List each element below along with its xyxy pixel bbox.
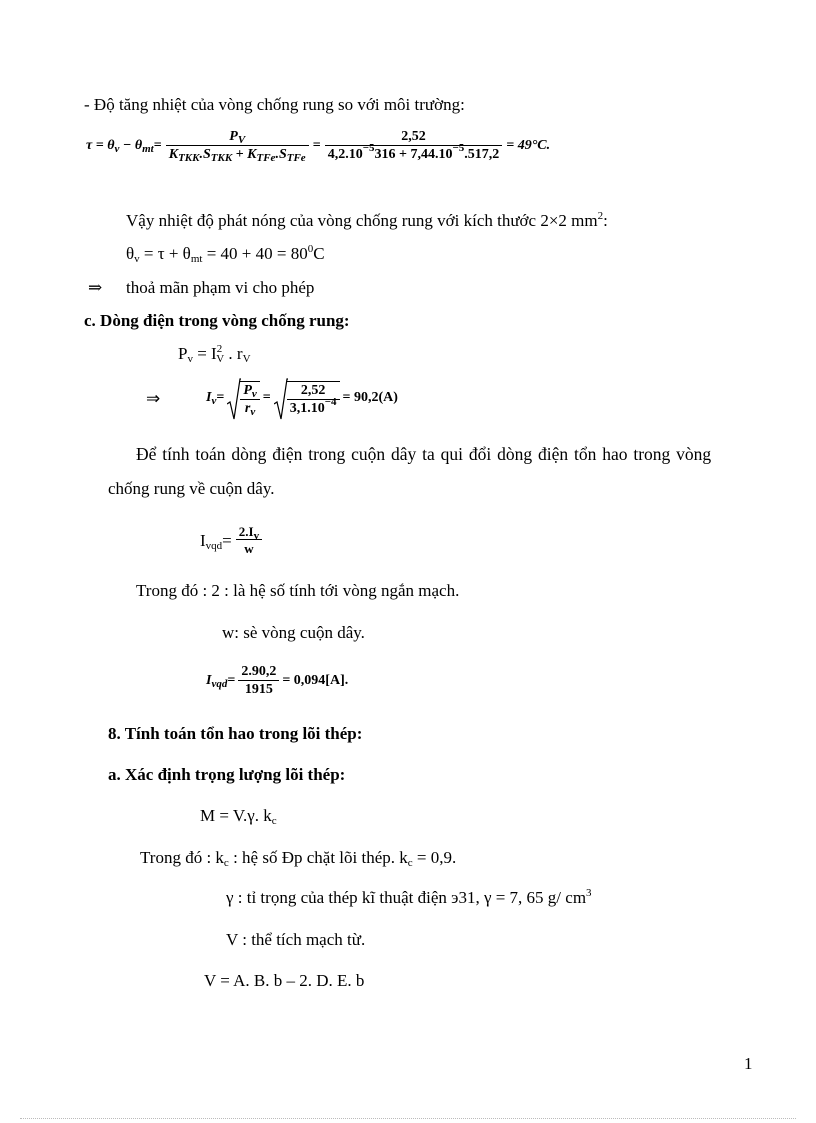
temperature-statement: Vậy nhiệt độ phát nóng của vòng chống rung với kích thước 2×2 $mm^2$: [126,210,608,230]
tau-fraction-symbolic: $\frac{P_V}{K_{TKK}.S_{TKK} + K_{TFe}.S_{TFe}}$ [166,130,309,162]
paragraph-line-2: chống rung về cuộn dây. [108,479,275,498]
heading-c: c. Dòng điện trong vòng chống rung: [84,311,350,330]
where-line-w: w: sè vòng cuộn dây. [222,623,365,642]
ivqd-formula: $I_{vqd}$ = $\frac{2.I_v}{w}$ [200,518,262,562]
page-number: 1 [744,1054,753,1073]
tau-equation: $\tau = \theta_v - \theta_{mt}$ = $\frac{P_V}{K_{TKK}.S_{TKK} + K_{TFe}.S_{TFe}}$ = $\frac{2,52}{4,2.10^{-5}316 + 7,44.10^{-5}.517,2}$ = 49°C. [86,129,551,164]
theta-equation: $\theta_v = \tau + \theta_{mt} = 40 + 40 = 80^0C$ [126,243,325,265]
paragraph-line-1: Để tính toán dòng điện trong cuộn dây ta qui đổi dòng điện tổn hao trong vòng [136,444,712,464]
conclusion-line: ⇒ thoả mãn phạm vi cho phép [88,278,315,297]
intro-line: - Độ tăng nhiệt của vòng chống rung so với môi trường: [84,95,465,114]
ivqd-numeric-equation: $I_{vqd}$ = $\frac{2.90,2}{1915}$ = 0,094[A]. [206,664,349,697]
sqrt-symbolic: $\frac{P_v}{r_v}$ [227,381,259,416]
sqrt-numeric: $\frac{2,52}{3,1.10^{-4}}$ [274,381,340,416]
mass-formula: M = V.γ. $k_c$ [200,806,277,827]
where-line-1: Trong đó : 2 : là hệ số tính tới vòng ngắn mạch. [136,581,460,600]
gamma-line: γ : tỉ trọng của thép kĩ thuật điện э31, γ = 7, 65 g/ $cm^3$ [226,887,592,907]
page-footer-divider [20,1118,796,1119]
iv-equation: ⇒ $I_v$ = $\frac{P_v}{r_v}$ = $\frac{2,52}{3,1.10^{-4}}$ = 90,2(A) [146,374,398,422]
implies-icon: ⇒ [88,278,103,297]
tau-lhs: $\tau = \theta_v - \theta_{mt}$ [86,138,154,155]
heading-a: a. Xác định trọng lượng lõi thép: [108,765,346,784]
pv-equation: $P_v = I^2_V$ . $r_V$ [178,343,251,365]
where-line-2: Trong đó : $k_c$ : hệ số Đp chặt lõi thép. $k_c = 0,9$. [140,848,457,869]
volume-formula: V = A. B. b – 2. D. E. b [204,971,365,990]
volume-line: V : thể tích mạch từ. [226,930,366,949]
heading-8: 8. Tính toán tổn hao trong lõi thép: [108,724,363,743]
tau-fraction-numeric: $\frac{2,52}{4,2.10^{-5}316 + 7,44.10^{-5}.517,2}$ [325,130,503,162]
implies-icon: ⇒ [146,388,161,408]
